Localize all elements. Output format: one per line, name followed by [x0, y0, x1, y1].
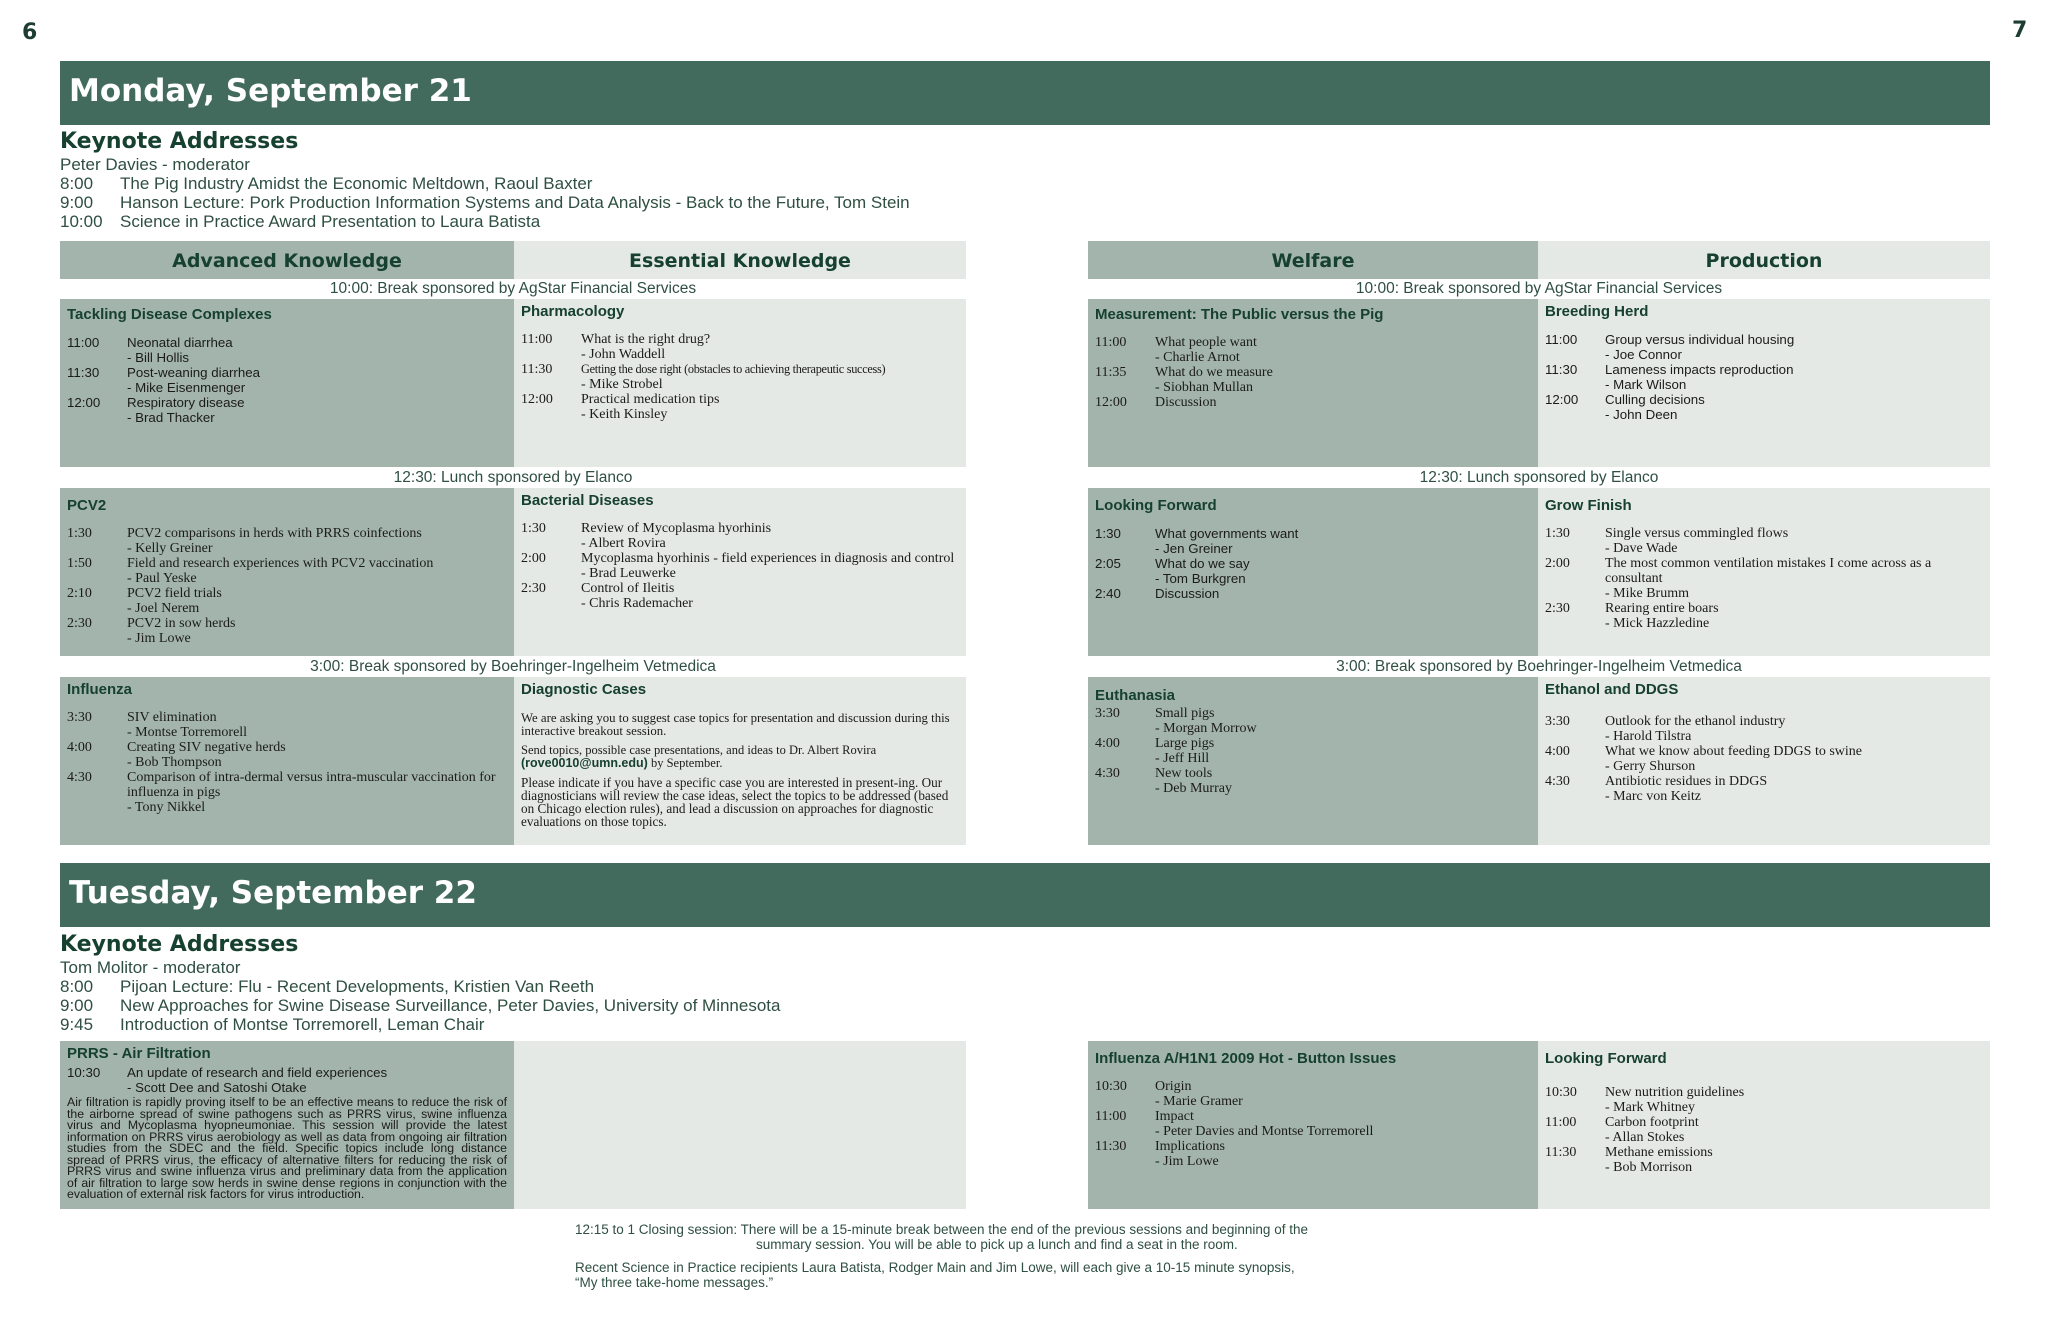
session-ethanol-ddgs: Ethanol and DDGS 3:30 Outlook for the ethanol industry - Harold Tilstra 4:00 What we know about feeding DDGS to swine - Gerry Shurson 4:30 Antibiotic residues in DDGS - Marc von Keitz — [1538, 677, 1990, 845]
prrs-description: Air filtration is rapidly proving itself to be an effective means to reduce the risk of the airborne spread of swine pathogens such as PRRS virus, swine influenza virus and Mycoplasma hyopneumoniae. This session will provide the latest information on PRRS virus aerobiology as well as data from ongoing air filtration studies from the SDEC and the field. Specific topics include long distance spread of PRRS virus, the efficacy of alternative filters for reducing the risk of PRRS virus and swine influenza virus and preliminary data from the application of air filtration to large sow herds in swine dense regions in conjunction with the evaluation of external risk factors for virus introduction. — [67, 1095, 507, 1201]
monday-keynote-title: Keynote Addresses — [60, 129, 299, 154]
diagnostic-paragraph-3: Please indicate if you have a specific case you are interested in present-ing. Our diagnosticians will review the case ideas, select the topics to be addressed (based on Chicago election rules), and lead a discussion on approaches for diagnostic evaluations on those topics. — [521, 775, 949, 829]
session-title: Ethanol and DDGS — [1545, 681, 1679, 698]
session-title: Euthanasia — [1095, 687, 1176, 704]
session-influenza: Influenza 3:30 SIV elimination - Montse Torremorell 4:00 Creating SIV negative herds - Bob Thompson 4:30 Comparison of intra-dermal versus intra-muscular vaccination for influenza in pigs - Tony Nikkel — [60, 677, 514, 845]
diagnostic-paragraph-1: We are asking you to suggest case topics for presentation and discussion during this interactive breakout session. — [521, 711, 950, 738]
closing-line: “My three take-home messages.” — [575, 1275, 774, 1290]
monday-day-band: Monday, September 21 — [60, 61, 1990, 125]
session-measurement: Measurement: The Public versus the Pig 11:00 What people want - Charlie Arnot 11:35 What do we measure - Siobhan Mullan 12:00 Discussion — [1088, 299, 1538, 467]
session-title: Breeding Herd — [1545, 303, 1649, 320]
session-title: Bacterial Diseases — [521, 492, 654, 509]
monday-keynote — [60, 129, 1160, 231]
session-pharmacology: Pharmacology 11:00 What is the right drug? - John Waddell 11:30 Getting the dose right (obstacles to achieving therapeutic success) - Mike Strobel 12:00 Practical medication tips - Keith Kinsley — [514, 299, 966, 467]
break-afternoon-right: 3:00: Break sponsored by Boehringer-Ingelheim Vetmedica — [1336, 658, 1742, 675]
tuesday-keynote-title: Keynote Addresses — [60, 932, 299, 957]
session-title: Grow Finish — [1545, 497, 1632, 514]
session-title: Tackling Disease Complexes — [67, 306, 272, 323]
page-number-right: 7 — [2012, 18, 2028, 43]
session-looking-forward-production: Looking Forward 10:30 New nutrition guidelines - Mark Whitney 11:00 Carbon footprint - Allan Stokes 11:30 Methane emissions - Bob Morrison — [1538, 1041, 1990, 1209]
session-title: PCV2 — [67, 497, 107, 514]
track-header-essential: Essential Knowledge — [514, 241, 966, 279]
keynote-line: 10:00 Science in Practice Award Presentation to Laura Batista — [60, 212, 541, 231]
session-title: Looking Forward — [1545, 1050, 1667, 1067]
session-tackling-disease: Tackling Disease Complexes 11:00 Neonatal diarrhea - Bill Hollis 11:30 Post-weaning diarrhea - Mike Eisenmenger 12:00 Respiratory disease - Brad Thacker — [60, 299, 514, 467]
session-prrs-air-filtration: PRRS - Air Filtration 10:30 An update of research and field experiences - Scott Dee and Satoshi Otake Air filtration is rapidly proving itself to be an effective means to reduce the risk of the airborne spread of swine pathogens such as PRRS virus, swine influenza virus and Mycoplasma hyopneumoniae. This session will provide the latest information on PRRS virus aerobiology as well as data from ongoing air filtration studies from the SDEC and the field. Specific topics include long distance spread of PRRS virus, the efficacy of alternative filters for reducing the risk of PRRS virus and swine influenza virus and preliminary data from the application of air filtration to large sow herds in swine dense regions in conjunction with the evaluation of external risk factors for virus introduction. — [60, 1041, 514, 1209]
session-title: Pharmacology — [521, 303, 625, 320]
keynote-line: 8:00 Pijoan Lecture: Flu - Recent Developments, Kristien Van Reeth — [60, 977, 595, 996]
monday-keynote-moderator: Peter Davies - moderator — [60, 155, 250, 174]
break-morning-right: 10:00: Break sponsored by AgStar Financial Services — [1355, 280, 1723, 297]
closing-line: summary session. You will be able to pick up a lunch and find a seat in the room. — [756, 1237, 1238, 1252]
keynote-line: 9:45 Introduction of Montse Torremorell, Leman Chair — [60, 1015, 485, 1034]
session-grow-finish: Grow Finish 1:30 Single versus commingled flows - Dave Wade 2:00 The most common ventilation mistakes I come across as a consultant - Mike Brumm 2:30 Rearing entire boars - Mick Hazzledine — [1538, 488, 1990, 656]
session-looking-forward-welfare: Looking Forward 1:30 What governments want - Jen Greiner 2:05 What do we say - Tom Burkgren 2:40 Discussion — [1088, 488, 1538, 656]
session-title: PRRS - Air Filtration — [67, 1045, 211, 1062]
track-header-production: Production — [1538, 241, 1990, 279]
break-lunch-right: 12:30: Lunch sponsored by Elanco — [1419, 469, 1659, 486]
session-title: Looking Forward — [1095, 497, 1217, 514]
session-diagnostic-cases — [514, 677, 966, 845]
tuesday-keynote — [60, 932, 1160, 1034]
page-number-left: 6 — [22, 20, 38, 45]
session-title: Diagnostic Cases — [521, 681, 647, 698]
session-title: Influenza A/H1N1 2009 Hot - Button Issues — [1095, 1050, 1397, 1067]
session-bacterial-diseases: Bacterial Diseases 1:30 Review of Mycoplasma hyorhinis - Albert Rovira 2:00 Mycoplasma hyorhinis - field experiences in diagnosis and control - Brad Leuwerke 2:30 Control of Ileitis - Chris Rademacher — [514, 488, 966, 656]
tuesday-day-band: Tuesday, September 22 — [60, 863, 1990, 927]
session-euthanasia: Euthanasia 3:30 Small pigs - Morgan Morrow 4:00 Large pigs - Jeff Hill 4:30 New tools - Deb Murray — [1088, 677, 1538, 845]
keynote-line: 8:00 The Pig Industry Amidst the Economic Meltdown, Raoul Baxter — [60, 174, 593, 193]
email-link[interactable]: (rove0010@umn.edu) — [521, 756, 648, 770]
session-title: Influenza — [67, 681, 133, 698]
tuesday-keynote-moderator: Tom Molitor - moderator — [60, 958, 241, 977]
track-header-welfare: Welfare — [1088, 241, 1538, 279]
break-afternoon-left: 3:00: Break sponsored by Boehringer-Ingelheim Vetmedica — [310, 658, 716, 675]
closing-line: Recent Science in Practice recipients Laura Batista, Rodger Main and Jim Lowe, will each give a 10-15 minute synopsis, — [575, 1260, 1295, 1275]
empty-panel — [514, 1041, 966, 1209]
keynote-line: 9:00 New Approaches for Swine Disease Surveillance, Peter Davies, University of Minnesota — [60, 996, 781, 1015]
session-influenza-h1n1: Influenza A/H1N1 2009 Hot - Button Issues 10:30 Origin - Marie Gramer 11:00 Impact - Peter Davies and Montse Torremorell 11:30 Implications - Jim Lowe — [1088, 1041, 1538, 1209]
keynote-line: 9:00 Hanson Lecture: Pork Production Information Systems and Data Analysis - Back to the Future, Tom Stein — [60, 193, 910, 212]
session-title: Measurement: The Public versus the Pig — [1095, 306, 1384, 323]
session-pcv2: PCV2 1:30 PCV2 comparisons in herds with PRRS coinfections - Kelly Greiner 1:50 Field and research experiences with PCV2 vaccination - Paul Yeske 2:10 PCV2 field trials - Joel Nerem 2:30 PCV2 in sow herds - Jim Lowe — [60, 488, 514, 656]
diagnostic-paragraph-2: Send topics, possible case presentations, and ideas to Dr. Albert Rovira (rove0010@umn.edu) by September. — [521, 743, 877, 770]
break-morning-left: 10:00: Break sponsored by AgStar Financial Services — [329, 280, 697, 297]
break-lunch-left: 12:30: Lunch sponsored by Elanco — [393, 469, 633, 486]
track-header-advanced: Advanced Knowledge — [60, 241, 514, 279]
closing-session-note — [575, 1222, 1475, 1290]
session-breeding-herd: Breeding Herd 11:00 Group versus individual housing - Joe Connor 11:30 Lameness impacts reproduction - Mark Wilson 12:00 Culling decisions - John Deen — [1538, 299, 1990, 467]
closing-line: 12:15 to 1 Closing session: There will be a 15-minute break between the end of the previous sessions and beginning of the — [575, 1222, 1308, 1237]
